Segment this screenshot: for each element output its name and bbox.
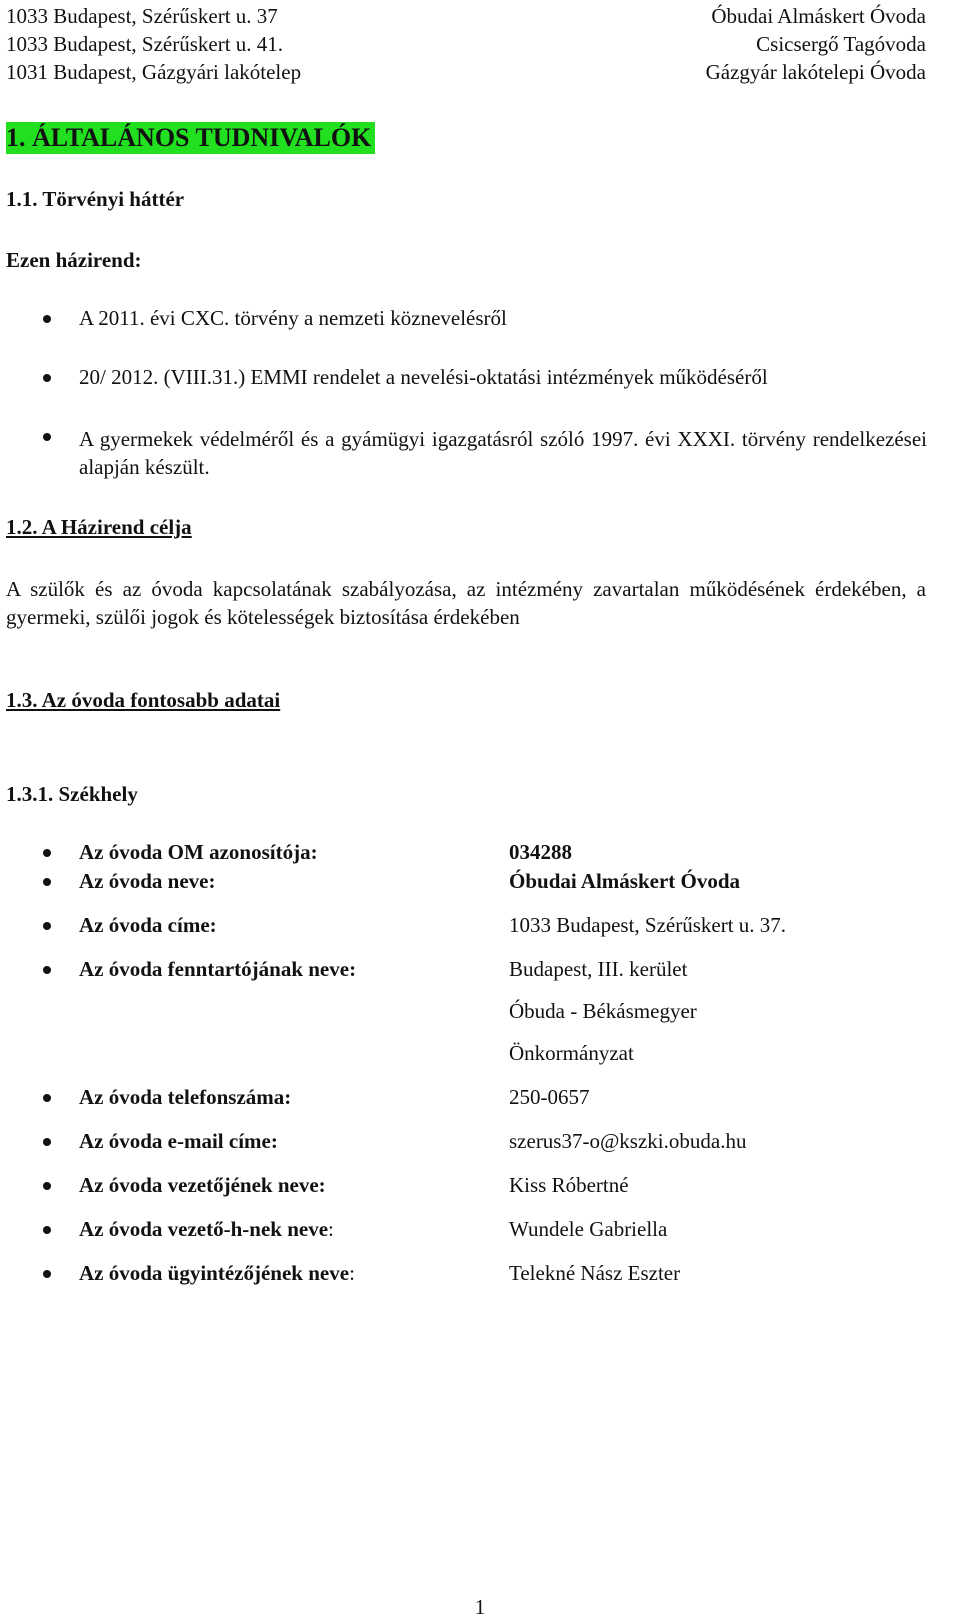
deputy-label-colon: : xyxy=(328,1217,334,1241)
maintainer-label: Az óvoda fenntartójának neve: xyxy=(79,957,357,981)
deputy-label-text: Az óvoda vezető-h-nek neve xyxy=(79,1217,329,1241)
page-number: 1 xyxy=(474,1595,486,1619)
om-id-value: 034288 xyxy=(509,840,572,864)
bullet-icon xyxy=(43,1226,51,1234)
phone-value: 250-0657 xyxy=(509,1085,590,1109)
name-value: Óbudai Almáskert Óvoda xyxy=(509,869,741,893)
deputy-value: Wundele Gabriella xyxy=(509,1217,668,1241)
header-institution-3: Gázgyár lakótelepi Óvoda xyxy=(705,60,926,84)
header-address-1: 1033 Budapest, Szérűskert u. 37 xyxy=(6,4,278,28)
email-value: szerus37-o@kszki.obuda.hu xyxy=(509,1129,747,1153)
om-id-label: Az óvoda OM azonosítója: xyxy=(79,840,318,864)
address-label: Az óvoda címe: xyxy=(79,913,217,937)
bullet-icon xyxy=(43,1094,51,1102)
bullet-icon xyxy=(43,1270,51,1278)
bullet-icon xyxy=(43,966,51,974)
bullet-icon xyxy=(43,849,51,857)
law-item-3: A gyermekek védelméről és a gyámügyi igazgatásról szóló 1997. évi XXXI. törvény rendelkezései alapján készült. xyxy=(79,427,927,479)
header-address-3: 1031 Budapest, Gázgyári lakótelep xyxy=(6,60,302,84)
section-1-2-text: A szülők és az óvoda kapcsolatának szabályozása, az intézmény zavartalan működésének érdekében, a gyermeki, szülői jogok és kötelességek biztosítása érdekében xyxy=(6,577,926,629)
bullet-icon xyxy=(43,374,51,382)
bullet-icon xyxy=(43,433,51,441)
bullet-icon xyxy=(43,922,51,930)
header-institution-2: Csicsergő Tagóvoda xyxy=(756,32,926,56)
bullet-icon xyxy=(43,1182,51,1190)
phone-label: Az óvoda telefonszáma: xyxy=(79,1085,292,1109)
director-value: Kiss Róbertné xyxy=(509,1173,629,1197)
header-address-2: 1033 Budapest, Szérűskert u. 41. xyxy=(6,32,284,56)
section-1-2-heading: 1.2. A Házirend célja xyxy=(6,515,192,539)
maintainer-value-line-1: Budapest, III. kerület xyxy=(509,957,688,981)
bullet-icon xyxy=(43,315,51,323)
director-label: Az óvoda vezetőjének neve: xyxy=(79,1173,326,1197)
law-item-1: A 2011. évi CXC. törvény a nemzeti köznevelésről xyxy=(79,306,507,330)
section-1-3-heading: 1.3. Az óvoda fontosabb adatai xyxy=(6,688,281,712)
administrator-label xyxy=(79,1261,355,1286)
administrator-label-colon: : xyxy=(349,1261,355,1285)
maintainer-value-line-3: Önkormányzat xyxy=(509,1041,634,1065)
deputy-label xyxy=(79,1217,334,1242)
bullet-icon xyxy=(43,1138,51,1146)
administrator-value: Telekné Nász Eszter xyxy=(509,1261,681,1285)
maintainer-value-line-2: Óbuda - Békásmegyer xyxy=(509,999,697,1023)
law-item-2: 20/ 2012. (VIII.31.) EMMI rendelet a nevelési-oktatási intézmények működéséről xyxy=(79,365,768,389)
header-institution-1: Óbudai Almáskert Óvoda xyxy=(711,4,926,28)
section-1-heading: 1. ÁLTALÁNOS TUDNIVALÓK xyxy=(6,122,375,154)
bullet-icon xyxy=(43,878,51,886)
name-label: Az óvoda neve: xyxy=(79,869,216,893)
section-1-1-intro: Ezen házirend: xyxy=(6,248,142,272)
administrator-label-text: Az óvoda ügyintézőjének neve xyxy=(79,1261,350,1285)
email-label: Az óvoda e-mail címe: xyxy=(79,1129,278,1153)
section-1-3-1-heading: 1.3.1. Székhely xyxy=(6,782,138,806)
section-1-1-heading: 1.1. Törvényi háttér xyxy=(6,187,185,211)
address-value: 1033 Budapest, Szérűskert u. 37. xyxy=(509,913,787,937)
